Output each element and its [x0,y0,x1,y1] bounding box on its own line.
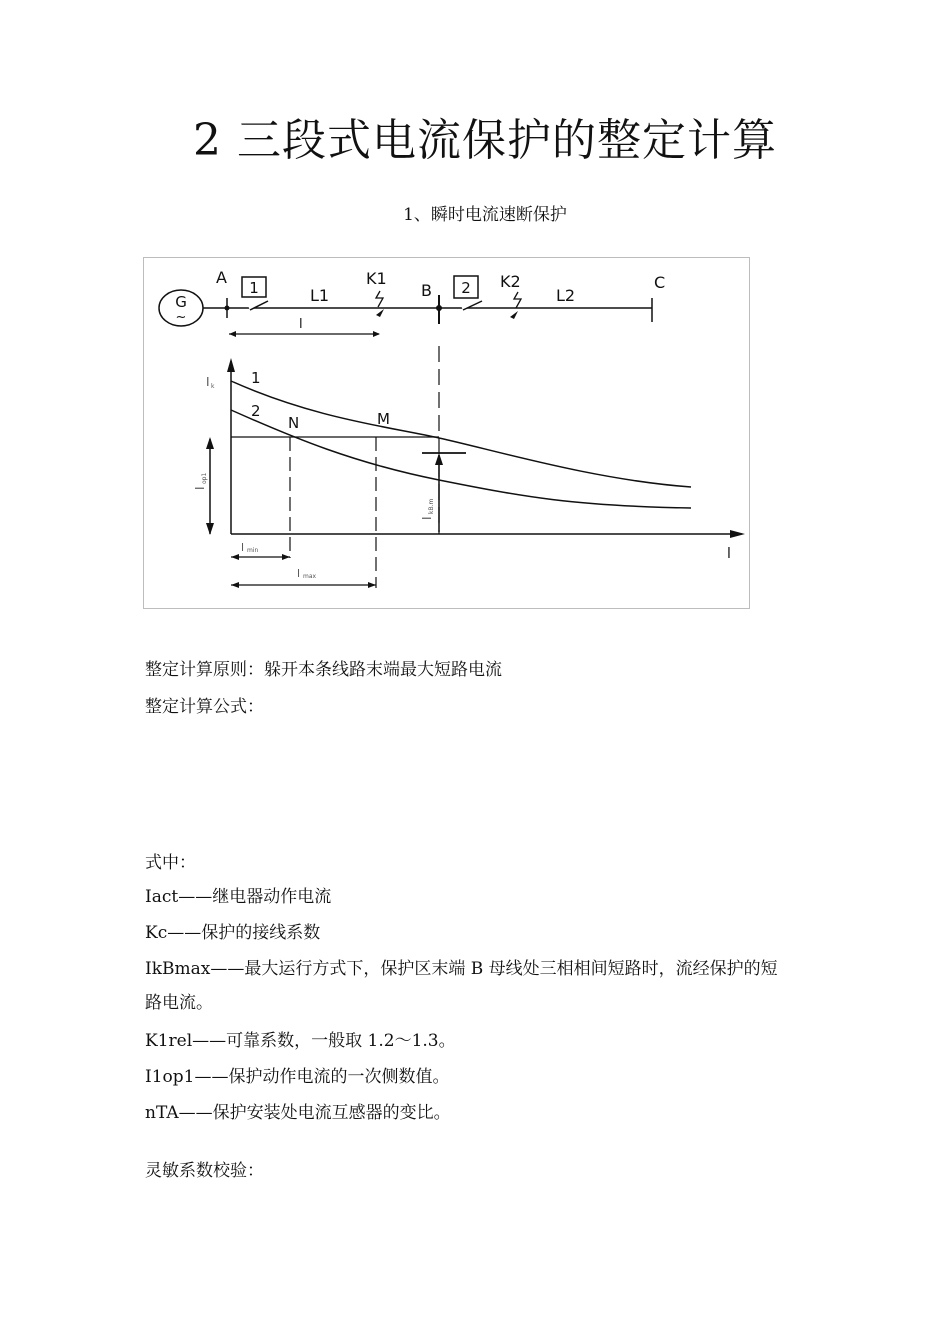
x-axis-arrow [730,530,745,538]
iop-sub: op1 [201,472,208,484]
generator-symbol [159,290,203,326]
curve-2 [231,410,691,508]
curve-2-label: 2 [251,402,261,420]
ikb-sub: kB.m [428,498,435,514]
definition-krel: K1rel——可靠系数，一般取 1.2～1.3。 [145,1031,456,1051]
breaker-2-label: 2 [461,279,471,297]
y-axis-arrow [227,358,235,372]
curve-1-label: 1 [251,369,261,387]
sensitivity-heading: 灵敏系数校验： [145,1161,264,1181]
where-heading: 式中： [145,853,196,873]
length-label: l [299,317,303,332]
definition-iop1: I1op1——保护动作电流的一次侧数值。 [145,1067,450,1087]
definition-ikbmax: IkBmax——最大运行方式下，保护区末端 B 母线处三相相间短路时，流经保护的短 [145,959,778,979]
definition-iact: Iact——继电器动作电流 [145,887,332,907]
node-b-label: B [421,281,432,300]
point-n-label: N [288,414,300,432]
x-axis-label: l [727,546,731,562]
generator-label: G [175,293,187,311]
line-1-label: L1 [310,286,330,305]
fault-1-label: K1 [366,269,387,288]
ikb-label: I [420,516,434,520]
curve-1 [231,381,691,487]
lmax-label: l [297,567,301,580]
ik-axis-sub: k [211,383,215,390]
definition-nta: nTA——保护安装处电流互感器的变比。 [145,1103,451,1123]
fault-1-arrow [376,309,384,317]
fault-2-arrow [510,311,518,319]
line-2-label: L2 [556,286,576,305]
fault-2-zigzag [514,292,521,308]
definition-kc: Kc——保护的接线系数 [145,923,321,943]
definition-ikbmax-cont: 路电流。 [145,993,213,1013]
iop-label: I [193,486,207,490]
lmin-label: l [241,541,245,554]
node-c-label: C [654,273,666,292]
formula-heading: 整定计算公式： [145,697,264,717]
lmax-sub: max [303,573,317,580]
fault-1-zigzag [376,291,383,307]
section-heading: 1、瞬时电流速断保护 [403,205,567,225]
point-m-label: M [377,410,390,428]
generator-tilde: ~ [175,310,187,325]
node-a-label: A [216,268,227,287]
lmin-sub: min [247,547,259,554]
protection-diagram [143,257,750,609]
breaker-1-label: 1 [249,279,259,297]
ik-axis-label: I [206,375,210,389]
fault-2-label: K2 [500,272,521,291]
page-title: 2 三段式电流保护的整定计算 [193,115,777,166]
principle-line: 整定计算原则：躲开本条线路末端最大短路电流 [145,660,502,680]
